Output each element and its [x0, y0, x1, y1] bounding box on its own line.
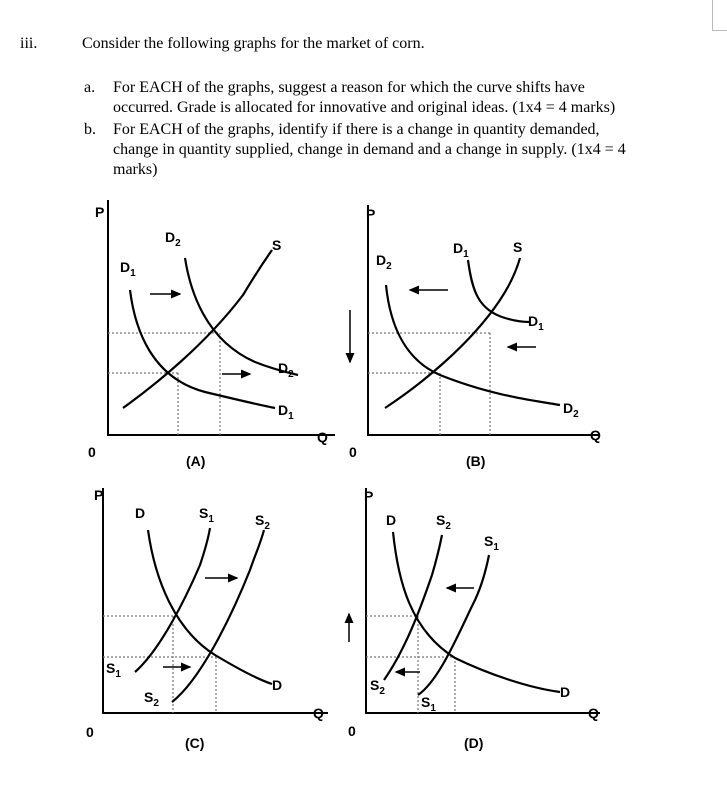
- part-a-line-1: For EACH of the graphs, suggest a reason for which the curve shifts have: [113, 79, 585, 96]
- graph-a-label-d1-end: $D_1$: [278, 402, 294, 422]
- graph-a-demand-curve-d1: [130, 290, 275, 408]
- graph-b-caption: (B): [466, 453, 486, 469]
- graph-a-demand-curve-d2: [185, 258, 298, 375]
- graph-c-caption: (C): [185, 735, 205, 751]
- graph-c-label-d: D: [135, 505, 146, 521]
- graph-a-axes: [108, 200, 335, 435]
- graph-b-quantity-label: Q: [590, 427, 601, 443]
- graph-d-supply-curve-s1: [418, 555, 489, 695]
- part-b-line-2: change in quantity supplied, change in demand and a change in supply. (1x4 = 4: [113, 141, 626, 158]
- question-number: iii.: [20, 35, 38, 52]
- graph-d-caption: (D): [464, 735, 484, 751]
- part-b-line-3: marks): [113, 161, 158, 178]
- graph-b-label-d1: $D_1$: [453, 240, 469, 260]
- graph-b-price-label: P: [366, 206, 376, 222]
- graph-d-label-s2-end: $S_2$: [370, 677, 385, 697]
- graph-c-quantity-label: Q: [313, 705, 324, 721]
- graph-a-guidelines: [108, 333, 220, 435]
- graph-c-supply-curve-s2: [172, 530, 264, 702]
- graph-d-price-label: P: [364, 488, 374, 504]
- graph-b: [349, 205, 601, 469]
- part-b-line-1: For EACH of the graphs, identify if there is a change in quantity demanded,: [113, 121, 600, 138]
- graph-a-origin-label: 0: [88, 444, 96, 460]
- graph-d-label-s1: $S_1$: [484, 533, 499, 553]
- graph-c-origin-label: 0: [86, 724, 94, 740]
- graph-b-origin-label: 0: [349, 444, 357, 460]
- graph-a-label-d2-end: $D_2$: [278, 360, 294, 380]
- graph-b-label-d2-end: $D_2$: [563, 400, 579, 420]
- graph-a: [88, 200, 335, 469]
- graph-b-demand-curve-d2: [386, 285, 560, 405]
- graph-a-price-label: P: [95, 204, 105, 220]
- graph-a-quantity-label: Q: [317, 429, 328, 445]
- graph-d-axes: [366, 488, 600, 713]
- part-a-label: a.: [84, 79, 96, 96]
- graph-c-label-s2: $S_2$: [255, 512, 270, 532]
- graph-d-label-s1-end: $S_1$: [421, 694, 436, 714]
- graph-a-supply-curve: [123, 250, 272, 408]
- graph-c-price-label: P: [94, 487, 104, 503]
- graph-c-label-d-end: D: [272, 677, 283, 693]
- graph-d-quantity-label: Q: [588, 705, 599, 721]
- graph-a-label-s: S: [272, 237, 282, 253]
- graph-c-label-s1-end: $S_1$: [106, 660, 121, 680]
- graph-d-label-s2: $S_2$: [436, 512, 451, 532]
- graph-b-guidelines: [368, 333, 490, 435]
- graph-d-supply-curve-s2: [384, 535, 442, 680]
- graph-b-label-d2: $D_2$: [376, 252, 392, 272]
- graph-c: [86, 487, 328, 751]
- graph-c-axes: [103, 488, 328, 713]
- graph-d-label-d-end: D: [560, 684, 571, 700]
- graph-d-origin-label: 0: [348, 723, 356, 739]
- graph-a-label-d1: $D_1$: [120, 259, 136, 279]
- graph-d: [348, 488, 600, 751]
- graph-a-label-d2: $D_2$: [165, 229, 181, 249]
- graph-a-caption: (A): [186, 453, 206, 469]
- graph-d-label-d: D: [386, 512, 397, 528]
- question-intro: Consider the following graphs for the market of corn.: [82, 35, 425, 52]
- graph-c-label-s1: $S_1$: [199, 505, 214, 525]
- graph-c-guidelines: [103, 616, 216, 713]
- graph-b-label-s: S: [513, 239, 523, 255]
- graph-c-supply-curve-s1: [135, 528, 210, 672]
- graph-c-demand-curve: [148, 530, 272, 684]
- part-b-label: b.: [84, 121, 96, 138]
- graph-b-demand-curve-d1: [468, 260, 530, 322]
- graph-b-label-d1-end: $D_1$: [528, 313, 544, 333]
- graph-c-label-s2-end: $S_2$: [144, 689, 159, 709]
- part-a-line-2: occurred. Grade is allocated for innovative and original ideas. (1x4 = 4 marks): [113, 99, 616, 116]
